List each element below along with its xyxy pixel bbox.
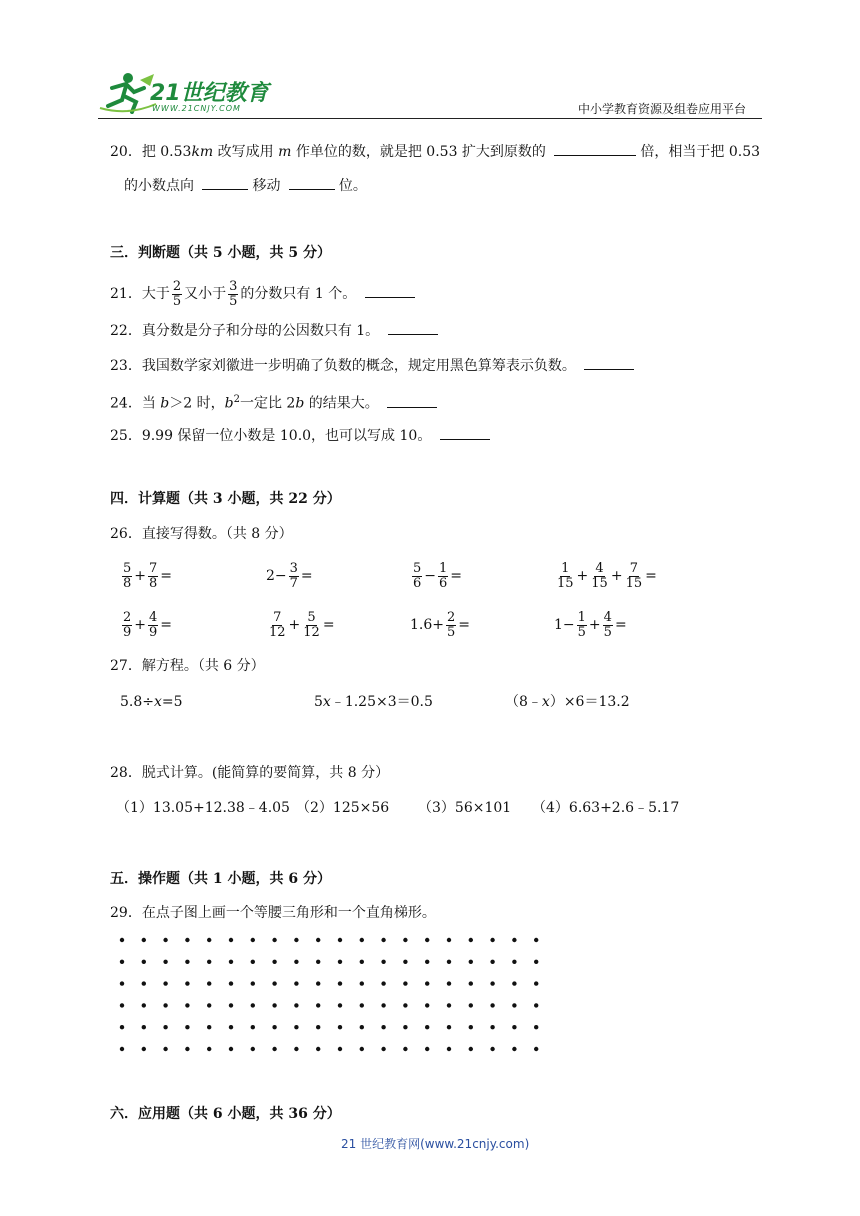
grid-dot[interactable] [403,1047,407,1051]
grid-dot[interactable] [185,1047,189,1051]
grid-dot[interactable] [512,938,516,942]
q20-text: 的小数点向 [124,178,194,194]
grid-dot[interactable] [447,938,451,942]
equation-text: 5.8÷ [120,694,154,710]
grid-dot[interactable] [338,1025,342,1029]
section-title: 三．判断题（共 5 小题，共 5 分） [110,245,331,261]
grid-dot[interactable] [512,981,516,985]
question-20-line2 [124,175,367,196]
answer-blank[interactable] [584,355,634,370]
fraction [556,562,575,591]
denominator: 9 [149,624,158,640]
grid-dot[interactable] [251,1003,255,1007]
var-b: b [224,395,234,412]
grid-dot[interactable] [338,960,342,964]
grid-dot[interactable] [142,1003,146,1007]
operand: 1− [554,617,575,633]
grid-dot[interactable] [469,938,473,942]
grid-dot[interactable] [163,1003,167,1007]
grid-dot[interactable] [294,1025,298,1029]
fraction [438,562,448,591]
equation-text: ）×6＝13.2 [549,694,630,710]
denominator: 9 [123,624,132,640]
denominator: 12 [269,624,286,640]
grid-dot[interactable] [447,1025,451,1029]
fraction [590,562,609,591]
numerator: 5 [307,609,316,625]
grid-dot[interactable] [469,1003,473,1007]
grid-dot[interactable] [251,981,255,985]
grid-dot[interactable] [294,1003,298,1007]
grid-dot[interactable] [207,938,211,942]
fraction [302,611,321,640]
header-right-text: 中小学教育资源及组卷应用平台 [578,102,747,116]
grid-dot[interactable] [251,1047,255,1051]
numerator: 4 [149,609,158,625]
q20-text: 位。 [338,178,367,194]
grid-dot[interactable] [469,1047,473,1051]
grid-dot[interactable] [185,1025,189,1029]
denominator: 5 [172,293,182,309]
grid-dot[interactable] [425,938,429,942]
numerator: 4 [603,609,612,625]
grid-dot[interactable] [534,960,538,964]
grid-dot[interactable] [360,1047,364,1051]
operand: 1.6+ [410,617,444,633]
grid-dot[interactable] [142,1047,146,1051]
calc-part-2: （2）125×56 [296,800,390,816]
equals: = [160,617,173,633]
denominator: 5 [447,624,456,640]
grid-dot[interactable] [360,938,364,942]
operator: + [288,617,301,633]
exponent: 2 [233,394,240,405]
grid-dot[interactable] [120,1047,124,1051]
grid-dot[interactable] [425,981,429,985]
grid-dot[interactable] [120,938,124,942]
header-divider [98,118,762,119]
equals: = [458,617,471,633]
q20-text: 倍，相当于把 0.53 [640,144,761,160]
logo-text: 21世纪教育 [150,81,269,106]
grid-dot[interactable] [338,981,342,985]
var-b: b [160,395,170,412]
var-b: b [295,395,305,412]
calc-expr-4 [554,556,657,596]
denominator: 5 [577,624,586,640]
fraction [172,280,182,309]
denominator: 5 [229,293,238,309]
answer-blank[interactable] [365,283,415,298]
fraction [122,611,132,640]
grid-dot[interactable] [425,1003,429,1007]
grid-dot[interactable] [381,938,385,942]
q24-text: 一定比 2 [239,395,296,412]
grid-dot[interactable] [272,1047,276,1051]
fraction [289,562,299,591]
grid-dot[interactable] [163,1047,167,1051]
grid-dot[interactable] [534,981,538,985]
grid-dot[interactable] [185,938,189,942]
operator: + [610,568,623,584]
dot-grid[interactable] [112,930,572,1060]
answer-blank[interactable] [440,425,490,440]
calc-part-3: （3）56×101 [418,800,512,816]
calc-expr-5 [120,605,172,645]
grid-dot[interactable] [381,1047,385,1051]
q23-text: 23．我国数学家刘徽进一步明确了负数的概念，规定用黑色算筹表示负数。 [110,358,576,374]
fraction [148,611,158,640]
question-24 [110,390,441,414]
numerator: 4 [595,560,604,576]
answer-blank[interactable] [387,393,437,408]
fraction [603,611,613,640]
fraction [412,562,422,591]
grid-dot[interactable] [403,960,407,964]
calc-expr-6 [266,605,335,645]
denominator: 12 [303,624,320,640]
var-x: x [541,694,550,710]
q20-text: 改写成用 [217,144,274,160]
equation-1 [120,692,183,712]
section-title: 四．计算题（共 3 小题，共 22 分） [110,491,341,507]
grid-dot[interactable] [490,1025,494,1029]
numerator: 1 [439,560,448,576]
grid-dot[interactable] [490,960,494,964]
fraction [268,611,287,640]
fraction [577,611,587,640]
grid-dot[interactable] [490,938,494,942]
numerator: 2 [447,609,456,625]
grid-dot[interactable] [163,1025,167,1029]
calc-expr-2 [266,556,313,596]
numerator: 5 [123,560,132,576]
grid-dot[interactable] [490,1047,494,1051]
grid-dot[interactable] [316,1025,320,1029]
grid-dot[interactable] [403,981,407,985]
denominator: 5 [603,624,612,640]
question-number: 21． [110,286,142,302]
fraction [148,562,158,591]
operator: − [424,568,437,584]
grid-dot[interactable] [272,981,276,985]
denominator: 6 [413,575,422,591]
numerator: 3 [229,278,238,294]
fraction [228,280,238,309]
question-20-line1 [110,141,760,162]
answer-blank[interactable] [289,175,335,190]
q24-text: 的结果大。 [308,395,379,412]
grid-dot[interactable] [534,1047,538,1051]
equation-2 [314,692,433,712]
calc-expr-1 [120,556,172,596]
var-x: x [322,694,331,710]
grid-dot[interactable] [185,1003,189,1007]
grid-dot[interactable] [207,960,211,964]
grid-dot[interactable] [403,1025,407,1029]
grid-dot[interactable] [251,960,255,964]
grid-dot[interactable] [425,960,429,964]
q20-text: 作单位的数，就是把 0.53 扩大到原数的 [295,144,546,160]
grid-dot[interactable] [534,1025,538,1029]
grid-dot[interactable] [272,960,276,964]
numerator: 3 [289,560,298,576]
answer-blank[interactable] [388,320,438,335]
q24-text: 24．当 [110,395,156,412]
grid-dot[interactable] [403,938,407,942]
grid-dot[interactable] [512,960,516,964]
q24-text: ＞2 时， [169,395,225,412]
footer-link[interactable]: 21 世纪教育网(www.21cnjy.com) [341,1137,530,1151]
grid-dot[interactable] [294,960,298,964]
fraction [122,562,132,591]
denominator: 6 [439,575,448,591]
grid-dot[interactable] [294,938,298,942]
grid-dot[interactable] [534,938,538,942]
equation-3 [505,692,630,712]
denominator: 15 [591,575,608,591]
grid-dot[interactable] [316,1047,320,1051]
equals: = [645,568,657,584]
grid-dot[interactable] [512,1025,516,1029]
grid-dot[interactable] [229,938,233,942]
grid-dot[interactable] [207,1003,211,1007]
grid-dot[interactable] [294,981,298,985]
grid-dot[interactable] [360,1025,364,1029]
section-title: 五．操作题（共 1 小题，共 6 分） [110,871,331,887]
grid-dot[interactable] [207,1025,211,1029]
q25-text: 25．9.99 保留一位小数是 10.0，也可以写成 10。 [110,428,432,444]
grid-dot[interactable] [447,981,451,985]
grid-dot[interactable] [229,1047,233,1051]
grid-dot[interactable] [142,938,146,942]
question-26-title: 26．直接写得数。（共 8 分） [110,526,293,542]
equation-text: 5 [314,694,323,710]
grid-dot[interactable] [490,1003,494,1007]
grid-dot[interactable] [469,981,473,985]
operator: + [134,617,147,633]
numerator: 5 [413,560,422,576]
equals: = [160,568,173,584]
grid-dot[interactable] [469,960,473,964]
grid-dot[interactable] [272,1003,276,1007]
grid-dot[interactable] [120,1003,124,1007]
calc-part-4: （4）6.63+2.6﹣5.17 [532,800,680,816]
denominator: 15 [625,575,643,591]
fraction [625,562,644,591]
grid-dot[interactable] [360,1003,364,1007]
grid-dot[interactable] [338,1047,342,1051]
numerator: 7 [629,560,638,576]
grid-dot[interactable] [425,1047,429,1051]
grid-dot[interactable] [120,981,124,985]
grid-dot[interactable] [120,1025,124,1029]
grid-dot[interactable] [316,938,320,942]
numerator: 2 [172,278,182,294]
grid-dot[interactable] [490,981,494,985]
grid-dot[interactable] [360,981,364,985]
grid-dot[interactable] [447,960,451,964]
grid-dot[interactable] [447,1047,451,1051]
grid-dot[interactable] [207,1047,211,1051]
grid-dot[interactable] [163,960,167,964]
grid-dot[interactable] [229,981,233,985]
question-22 [110,320,442,341]
equals: = [450,568,463,584]
grid-dot[interactable] [316,981,320,985]
grid-dot[interactable] [381,1025,385,1029]
grid-dot[interactable] [360,960,364,964]
grid-dot[interactable] [425,1025,429,1029]
grid-dot[interactable] [163,981,167,985]
equation-text: =5 [161,694,183,710]
question-23 [110,355,638,376]
grid-dot[interactable] [338,1003,342,1007]
grid-dot[interactable] [142,960,146,964]
logo-runner-icon [98,70,158,114]
grid-dot[interactable] [185,981,189,985]
q21-text: 大于 [141,286,170,302]
grid-dot[interactable] [381,960,385,964]
answer-blank[interactable] [202,175,248,190]
grid-dot[interactable] [294,1047,298,1051]
grid-dot[interactable] [272,1025,276,1029]
unit-km: km [191,144,214,160]
denominator: 8 [149,575,158,591]
calc-expr-3 [410,556,462,596]
unit-m: m [278,144,292,160]
q22-text: 22．真分数是分子和分母的公因数只有 1。 [110,323,380,339]
grid-dot[interactable] [338,938,342,942]
grid-dot[interactable] [251,1025,255,1029]
grid-dot[interactable] [272,938,276,942]
calc-part-1: （1）13.05+12.38﹣4.05 [116,800,290,816]
q20-text: 移动 [252,178,281,194]
grid-dot[interactable] [316,960,320,964]
calc-expr-7 [410,605,470,645]
grid-dot[interactable] [185,960,189,964]
grid-dot[interactable] [142,1025,146,1029]
grid-dot[interactable] [447,1003,451,1007]
question-number: 20． [110,144,142,160]
var-x: x [154,694,162,710]
question-29: 29．在点子图上画一个等腰三角形和一个直角梯形。 [110,905,436,921]
grid-dot[interactable] [381,981,385,985]
grid-dot[interactable] [403,1003,407,1007]
numerator: 7 [149,560,158,576]
equals: = [300,568,313,584]
numerator: 2 [123,609,132,625]
grid-dot[interactable] [316,1003,320,1007]
grid-dot[interactable] [512,1003,516,1007]
grid-dot[interactable] [229,1025,233,1029]
numerator: 7 [273,609,282,625]
denominator: 8 [123,575,132,591]
logo-url-text: WWW.21CNJY.COM [152,104,241,113]
grid-dot[interactable] [469,1025,473,1029]
q20-text: 把 0.53 [141,144,192,160]
equals: = [322,617,335,633]
section-title: 六．应用题（共 6 小题，共 36 分） [110,1106,341,1122]
q21-text: 又小于 [184,286,227,302]
denominator: 15 [557,575,574,591]
question-21 [110,276,419,312]
q21-text: 的分数只有 1 个。 [240,286,357,302]
equation-text: （8﹣ [505,694,542,710]
grid-dot[interactable] [381,1003,385,1007]
answer-blank[interactable] [554,141,636,156]
grid-dot[interactable] [229,1003,233,1007]
numerator: 1 [561,560,570,576]
grid-dot[interactable] [512,1047,516,1051]
grid-dot[interactable] [229,960,233,964]
fraction [446,611,456,640]
denominator: 7 [289,575,298,591]
numerator: 1 [577,609,586,625]
question-25 [110,425,494,446]
grid-dot[interactable] [251,938,255,942]
operand: 2− [266,568,287,584]
grid-dot[interactable] [142,981,146,985]
grid-dot[interactable] [534,1003,538,1007]
equation-text: ﹣1.25×3＝0.5 [330,694,433,710]
grid-dot[interactable] [163,938,167,942]
operator: + [588,617,601,633]
operator: + [134,568,147,584]
grid-dot[interactable] [207,981,211,985]
operator: + [576,568,589,584]
question-28-title: 28．脱式计算。(能简算的要简算，共 8 分） [110,765,390,781]
question-27-title: 27．解方程。（共 6 分） [110,658,265,674]
calc-expr-8 [554,605,627,645]
grid-dot[interactable] [120,960,124,964]
equals: = [614,617,627,633]
